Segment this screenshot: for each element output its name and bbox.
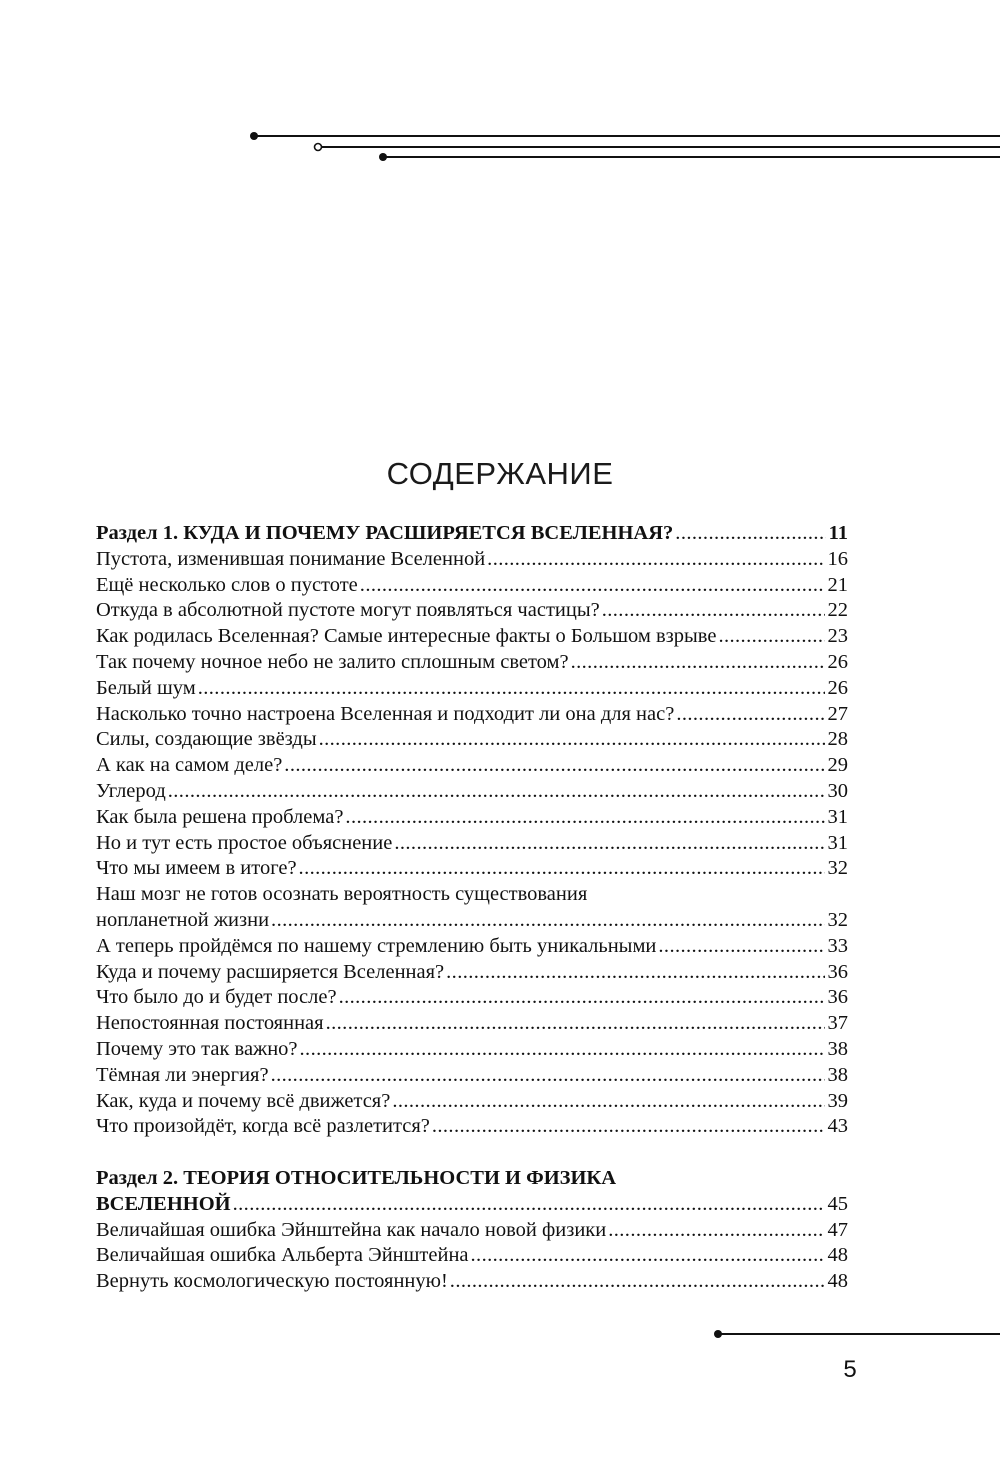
leader-dots xyxy=(299,856,825,882)
toc-entry[interactable] xyxy=(96,624,848,650)
toc-page-number: 32 xyxy=(827,857,848,880)
toc-entry[interactable] xyxy=(96,908,848,934)
toc-entry[interactable] xyxy=(96,805,848,831)
page-title: СОДЕРЖАНИЕ xyxy=(386,456,614,491)
leader-dots xyxy=(394,831,824,857)
leader-dots xyxy=(432,1114,825,1140)
top-decoration xyxy=(0,0,1000,170)
toc-page-number: 23 xyxy=(827,625,848,648)
toc-entry-first-line[interactable]: Наш мозг не готов осознать вероятность существования xyxy=(96,883,588,906)
toc-entry-title: Величайшая ошибка Эйнштейна как начало новой физики xyxy=(96,1218,607,1241)
toc-page-number: 36 xyxy=(827,960,848,983)
toc-page-number: 32 xyxy=(827,908,848,931)
toc-entry[interactable] xyxy=(96,934,848,960)
leader-dots xyxy=(339,985,825,1011)
toc-section-title: Раздел 1. КУДА И ПОЧЕМУ РАСШИРЯЕТСЯ ВСЕЛЕННАЯ? xyxy=(96,522,674,544)
toc-section-2[interactable] xyxy=(96,1192,848,1218)
toc-section-2-first-line[interactable]: Раздел 2. ТЕОРИЯ ОТНОСИТЕЛЬНОСТИ И ФИЗИКА xyxy=(96,1166,617,1189)
toc-entry-title: А как на самом деле? xyxy=(96,754,283,777)
toc-entry[interactable] xyxy=(96,676,848,702)
toc-page-number: 38 xyxy=(827,1037,848,1060)
leader-dots xyxy=(198,676,825,702)
toc-entry[interactable] xyxy=(96,1063,848,1089)
toc-entry[interactable] xyxy=(96,753,848,779)
leader-dots xyxy=(271,908,824,934)
toc-entry[interactable] xyxy=(96,1089,848,1115)
toc-entry[interactable] xyxy=(96,1011,848,1037)
toc-entry[interactable] xyxy=(96,598,848,624)
toc-entry-title: Как родилась Вселенная? Самые интересные факты о Большом взрыве xyxy=(96,625,717,648)
leader-dots xyxy=(319,727,825,753)
toc-entry-title: Непостоянная постоянная xyxy=(96,1012,324,1035)
toc-entry-title: Почему это так важно? xyxy=(96,1037,298,1060)
leader-dots xyxy=(300,1037,825,1063)
bottom-decoration xyxy=(710,1326,1000,1342)
toc-page-number: 48 xyxy=(827,1270,848,1293)
leader-dots xyxy=(284,753,824,779)
toc-page-number: 47 xyxy=(827,1218,848,1241)
toc-entry-title: Пустота, изменившая понимание Вселенной xyxy=(96,547,486,570)
toc-entry-title: Но и тут есть простое объяснение xyxy=(96,831,393,854)
leader-dots xyxy=(326,1011,825,1037)
toc-entry-title: Величайшая ошибка Альберта Эйнштейна xyxy=(96,1244,469,1267)
toc-page-number: 31 xyxy=(827,805,848,828)
toc-entry[interactable] xyxy=(96,727,848,753)
toc-entry-title: Углерод xyxy=(96,779,166,802)
leader-dots xyxy=(658,934,824,960)
leader-dots xyxy=(602,598,825,624)
toc-entry-title: Что было до и будет после? xyxy=(96,986,337,1009)
leader-dots xyxy=(608,1218,824,1244)
leader-dots xyxy=(471,1243,825,1269)
toc-page-number: 22 xyxy=(827,599,848,622)
toc-entry[interactable] xyxy=(96,573,848,599)
toc-page-number: 26 xyxy=(827,676,848,699)
leader-dots xyxy=(718,624,824,650)
toc-entry-title: Насколько точно настроена Вселенная и подходит ли она для нас? xyxy=(96,702,675,725)
toc-page-number: 48 xyxy=(827,1244,848,1267)
leader-dots xyxy=(450,1269,825,1295)
toc-entry-title: Что произойдёт, когда всё разлетится? xyxy=(96,1115,430,1138)
toc-page-number: 30 xyxy=(827,779,848,802)
toc-entry-title: Как была решена проблема? xyxy=(96,805,344,828)
toc-entry[interactable] xyxy=(96,1037,848,1063)
toc-page-number: 38 xyxy=(827,1063,848,1086)
toc-entry-title: А теперь пройдёмся по нашему стремлению быть уникальными xyxy=(96,934,657,957)
toc-page-number: 28 xyxy=(827,728,848,751)
toc-page-number: 39 xyxy=(827,1089,848,1112)
toc-entry[interactable] xyxy=(96,779,848,805)
toc-entry-title: Что мы имеем в итоге? xyxy=(96,857,297,880)
toc-entry[interactable] xyxy=(96,985,848,1011)
toc-entry-title: Откуда в абсолютной пустоте могут появляться частицы? xyxy=(96,599,600,622)
toc-page-number: 36 xyxy=(827,986,848,1009)
toc-entry-title: Куда и почему расширяется Вселенная? xyxy=(96,960,445,983)
leader-dots xyxy=(168,779,825,805)
toc-entry-title: Как, куда и почему всё движется? xyxy=(96,1089,391,1112)
toc-page-number: 11 xyxy=(828,522,848,544)
toc-entry[interactable] xyxy=(96,702,848,728)
toc-page-number: 33 xyxy=(827,934,848,957)
toc-entry[interactable] xyxy=(96,1243,848,1269)
leader-dots xyxy=(271,1063,825,1089)
toc-page-number: 37 xyxy=(827,1012,848,1035)
leader-dots xyxy=(360,573,825,599)
leader-dots xyxy=(392,1089,824,1115)
toc-entry[interactable] xyxy=(96,1114,848,1140)
toc-page-number: 31 xyxy=(827,831,848,854)
toc-page-number: 43 xyxy=(827,1115,848,1138)
section-spacer xyxy=(96,1140,848,1166)
toc-entry[interactable] xyxy=(96,547,848,573)
toc-section-1[interactable] xyxy=(96,521,848,547)
toc-entry[interactable] xyxy=(96,1269,848,1295)
leader-dots xyxy=(675,521,825,547)
toc-page-number: 26 xyxy=(827,650,848,673)
toc-entry-title: Силы, создающие звёзды xyxy=(96,728,317,751)
toc-entry[interactable] xyxy=(96,1218,848,1244)
toc-entry[interactable] xyxy=(96,960,848,986)
leader-dots xyxy=(233,1192,825,1218)
toc-entry-title: Ещё несколько слов о пустоте xyxy=(96,573,358,596)
toc-page-number: 45 xyxy=(827,1192,848,1215)
toc-entry-title: Вернуть космологическую постоянную! xyxy=(96,1270,448,1293)
table-of-contents xyxy=(96,521,848,1295)
toc-section-title: ВСЕЛЕННОЙ xyxy=(96,1192,231,1215)
toc-entry-title: Так почему ночное небо не залито сплошным светом? xyxy=(96,650,569,673)
leader-dots xyxy=(571,650,825,676)
toc-page-number: 16 xyxy=(827,547,848,570)
toc-page-number: 21 xyxy=(827,573,848,596)
toc-entry-title: нопланетной жизни xyxy=(96,908,270,931)
leader-dots xyxy=(487,547,824,573)
leader-dots xyxy=(676,702,824,728)
toc-entry[interactable] xyxy=(96,856,848,882)
toc-entry[interactable] xyxy=(96,650,848,676)
leader-dots xyxy=(345,805,824,831)
toc-entry[interactable] xyxy=(96,831,848,857)
toc-entry-title: Тёмная ли энергия? xyxy=(96,1063,269,1086)
toc-page-number: 29 xyxy=(827,754,848,777)
leader-dots xyxy=(446,960,824,986)
toc-page-number: 27 xyxy=(827,702,848,725)
page-number: 5 xyxy=(843,1356,857,1383)
toc-entry-title: Белый шум xyxy=(96,676,196,699)
